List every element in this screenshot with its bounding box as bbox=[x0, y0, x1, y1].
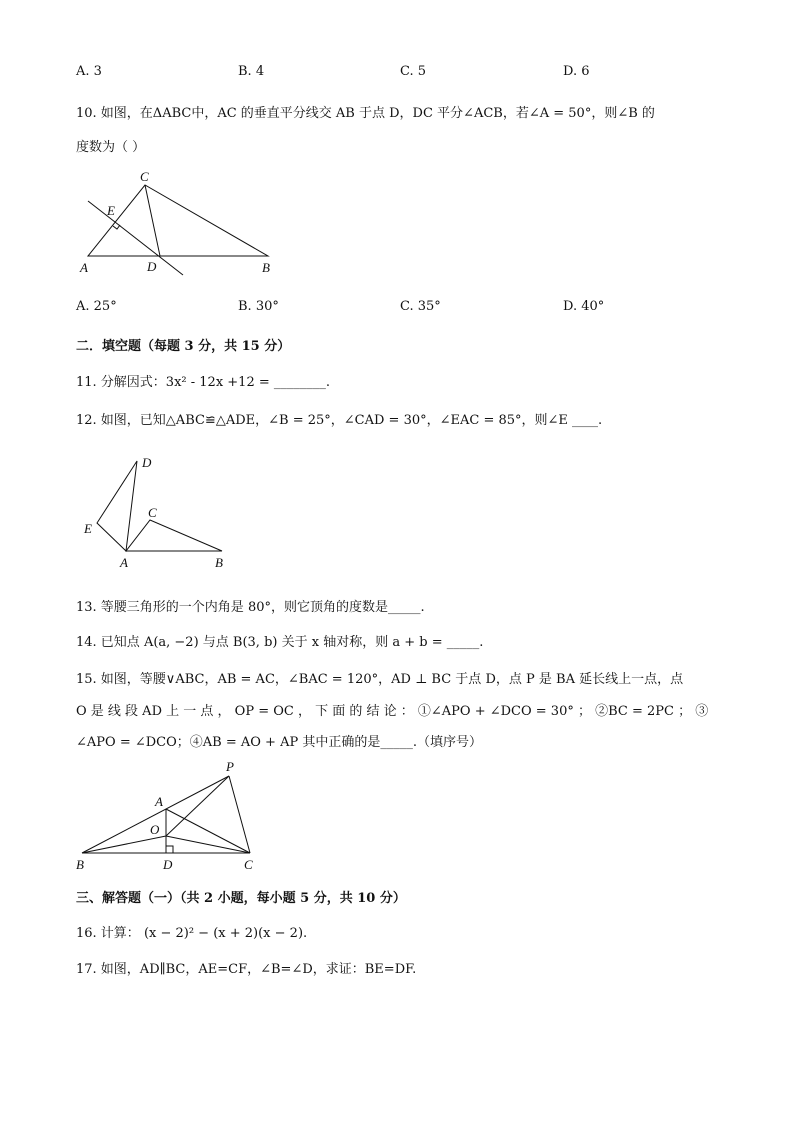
q15-label-p: P bbox=[226, 759, 234, 774]
q10-option-d: D. 40° bbox=[563, 299, 605, 314]
q9-option-a: A. 3 bbox=[76, 64, 102, 79]
q12-label-d: D bbox=[142, 455, 152, 470]
q13-text: 13. 等腰三角形的一个内角是 80°，则它顶角的度数是_____. bbox=[76, 600, 425, 615]
q10-option-b: B. 30° bbox=[238, 299, 279, 314]
q14-text: 14. 已知点 A(a, −2) 与点 B(3, b) 关于 x 轴对称，则 a + b = _____. bbox=[76, 635, 484, 650]
q17-text: 17. 如图，AD∥BC，AE=CF，∠B=∠D，求证：BE=DF. bbox=[76, 962, 417, 977]
q15-stem-line2: O 是 线 段 AD 上 一 点 ， OP = OC ， 下 面 的 结 论 ： ①∠APO + ∠DCO = 30° ； ②BC = 2PC ； ③ bbox=[76, 704, 709, 719]
q12-label-e: E bbox=[84, 521, 92, 536]
q15-label-a: A bbox=[155, 794, 163, 809]
q10-option-c: C. 35° bbox=[400, 299, 441, 314]
q12-label-c: C bbox=[148, 505, 157, 520]
q15-label-o: O bbox=[150, 822, 160, 837]
q10-label-c: C bbox=[140, 169, 149, 184]
section-2-title: 二．填空题（每题 3 分，共 15 分） bbox=[76, 339, 291, 354]
q11-text: 11. 分解因式：3x² - 12x +12 = ________. bbox=[76, 375, 331, 390]
q15-stem-line1: 15. 如图，等腰∨ABC，AB = AC，∠BAC = 120°，AD ⊥ BC 于点 D，点 P 是 BA 延长线上一点，点 bbox=[76, 672, 684, 687]
q10-option-a: A. 25° bbox=[76, 299, 117, 314]
q15-stem-line3: ∠APO = ∠DCO；④AB = AO + AP 其中正确的是_____.（填序号） bbox=[76, 735, 482, 750]
q12-label-a: A bbox=[120, 555, 128, 570]
q9-option-c: C. 5 bbox=[400, 64, 427, 79]
q10-label-a: A bbox=[80, 260, 88, 275]
q16-text: 16. 计算： (x − 2)² − (x + 2)(x − 2). bbox=[76, 926, 308, 941]
q10-label-b: B bbox=[262, 260, 270, 275]
section-3-title: 三、解答题（一）（共 2 小题，每小题 5 分，共 10 分） bbox=[76, 891, 406, 906]
q9-option-d: D. 6 bbox=[563, 64, 590, 79]
q12-label-b: B bbox=[215, 555, 223, 570]
q15-label-c: C bbox=[244, 857, 253, 872]
q15-label-d: D bbox=[163, 857, 173, 872]
q10-label-d: D bbox=[147, 259, 157, 274]
q10-stem-line2: 度数为（ ） bbox=[76, 140, 146, 155]
q10-label-e: E bbox=[107, 203, 115, 218]
q10-stem-line1: 10. 如图，在ΔABC中，AC 的垂直平分线交 AB 于点 D，DC 平分∠ACB，若∠A = 50°，则∠B 的 bbox=[76, 106, 655, 121]
q12-text: 12. 如图，已知△ABC≌△ADE，∠B = 25°，∠CAD = 30°，∠EAC = 85°，则∠E ____. bbox=[76, 413, 603, 428]
q9-option-b: B. 4 bbox=[238, 64, 265, 79]
q15-label-b: B bbox=[76, 857, 84, 872]
